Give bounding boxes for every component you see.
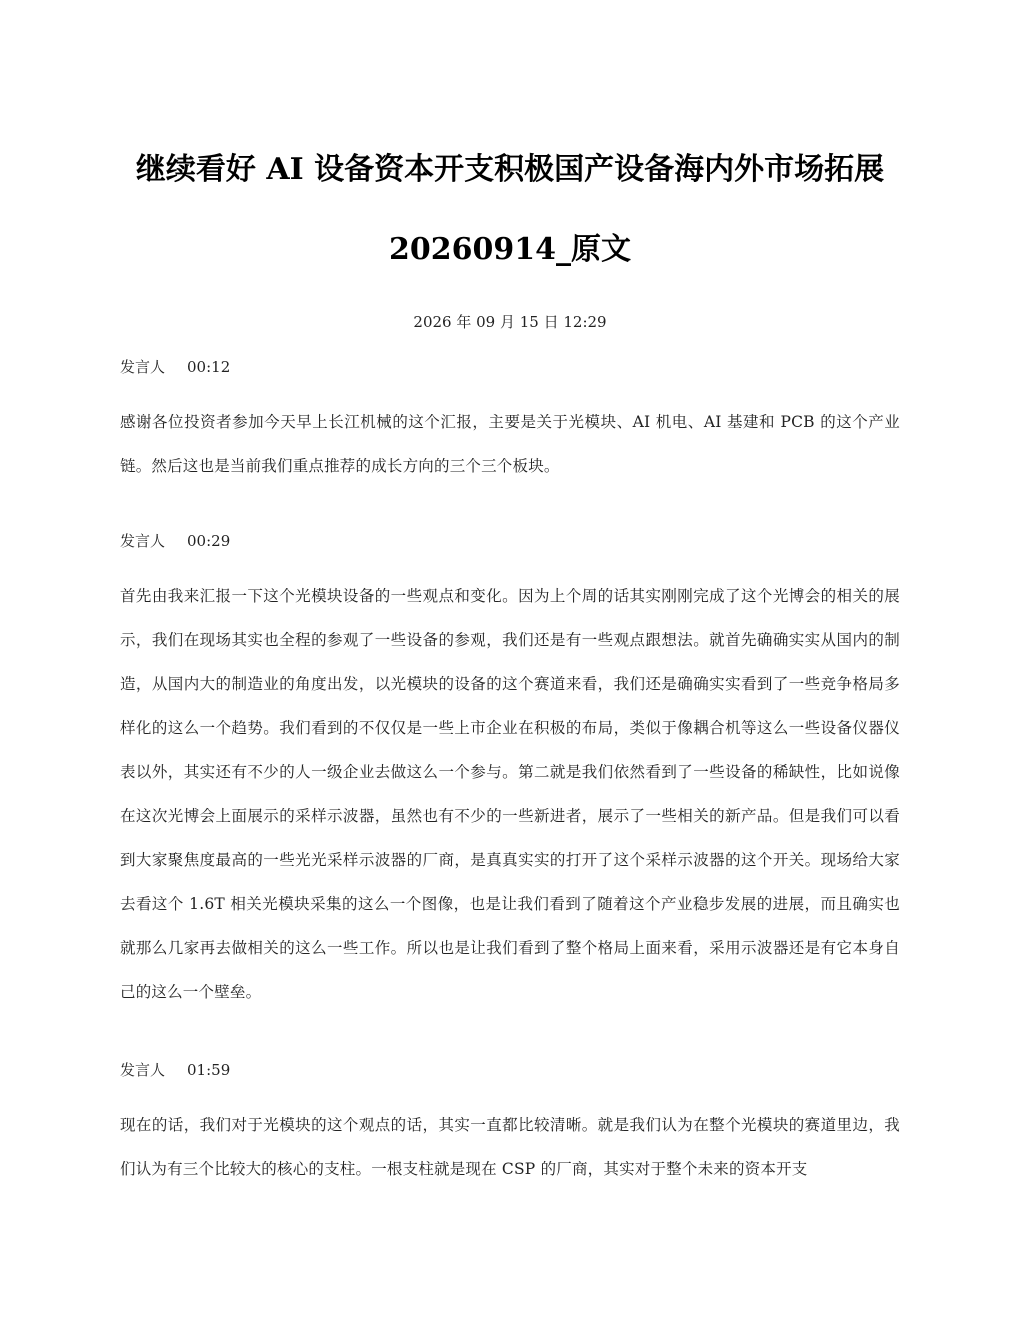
speaker-line [120, 356, 900, 378]
transcript-section [120, 530, 900, 1014]
document-title-line-2: 20260914_原文 [389, 232, 631, 267]
speaker-name: 发言人 [120, 358, 166, 376]
transcript-paragraph: 首先由我来汇报一下这个光模块设备的一些观点和变化。因为上个周的话其实刚刚完成了这个光博会的相关的展示，我们在现场其实也全程的参观了一些设备的参观，我们还是有一些观点跟想法。就首先确确实实从国内的制造，从国内大的制造业的角度出发，以光模块的设备的这个赛道来看，我们还是确确实实看到了一些竞争格局多样化的这么一个趋势。我们看到的不仅仅是一些上市企业在积极的布局，类似于像耦合机等这么一些设备仪器仪表以外，其实还有不少的人一级企业去做这么一个参与。第二就是我们依然看到了一些设备的稀缺性，比如说像在这次光博会上面展示的采样示波器，虽然也有不少的一些新进者，展示了一些相关的新产品。但是我们可以看到大家聚焦度最高的一些光光采样示波器的厂商，是真真实实的打开了这个采样示波器的这个开关。现场给大家去看这个 1.6T 相关光模块采集的这么一个图像，也是让我们看到了随着这个产业稳步发展的进展，而且确实也就那么几家再去做相关的这么一些工作。所以也是让我们看到了整个格局上面来看，采用示波器还是有它本身自己的这么一个壁垒。 [120, 587, 900, 1001]
speaker-timestamp: 00:12 [187, 358, 231, 376]
transcript-paragraph: 感谢各位投资者参加今天早上长江机械的这个汇报，主要是关于光模块、AI 机电、AI 基建和 PCB 的这个产业链。然后这也是当前我们重点推荐的成长方向的三个三个板块。 [120, 413, 900, 475]
speaker-name: 发言人 [120, 1061, 166, 1079]
transcript-section [120, 1059, 900, 1191]
transcript-section [120, 356, 900, 488]
speaker-timestamp: 00:29 [187, 532, 231, 550]
speaker-name: 发言人 [120, 532, 166, 550]
document-date: 2026 年 09 月 15 日 12:29 [413, 313, 607, 331]
speaker-timestamp: 01:59 [187, 1061, 231, 1079]
document-title-line-1: 继续看好 AI 设备资本开支积极国产设备海内外市场拓展 [135, 152, 885, 187]
speaker-line [120, 530, 900, 552]
speaker-line [120, 1059, 900, 1081]
transcript-paragraph: 现在的话，我们对于光模块的这个观点的话，其实一直都比较清晰。就是我们认为在整个光模块的赛道里边，我们认为有三个比较大的核心的支柱。一根支柱就是现在 CSP 的厂商，其实对于整个未来的资本开支 [120, 1116, 900, 1178]
